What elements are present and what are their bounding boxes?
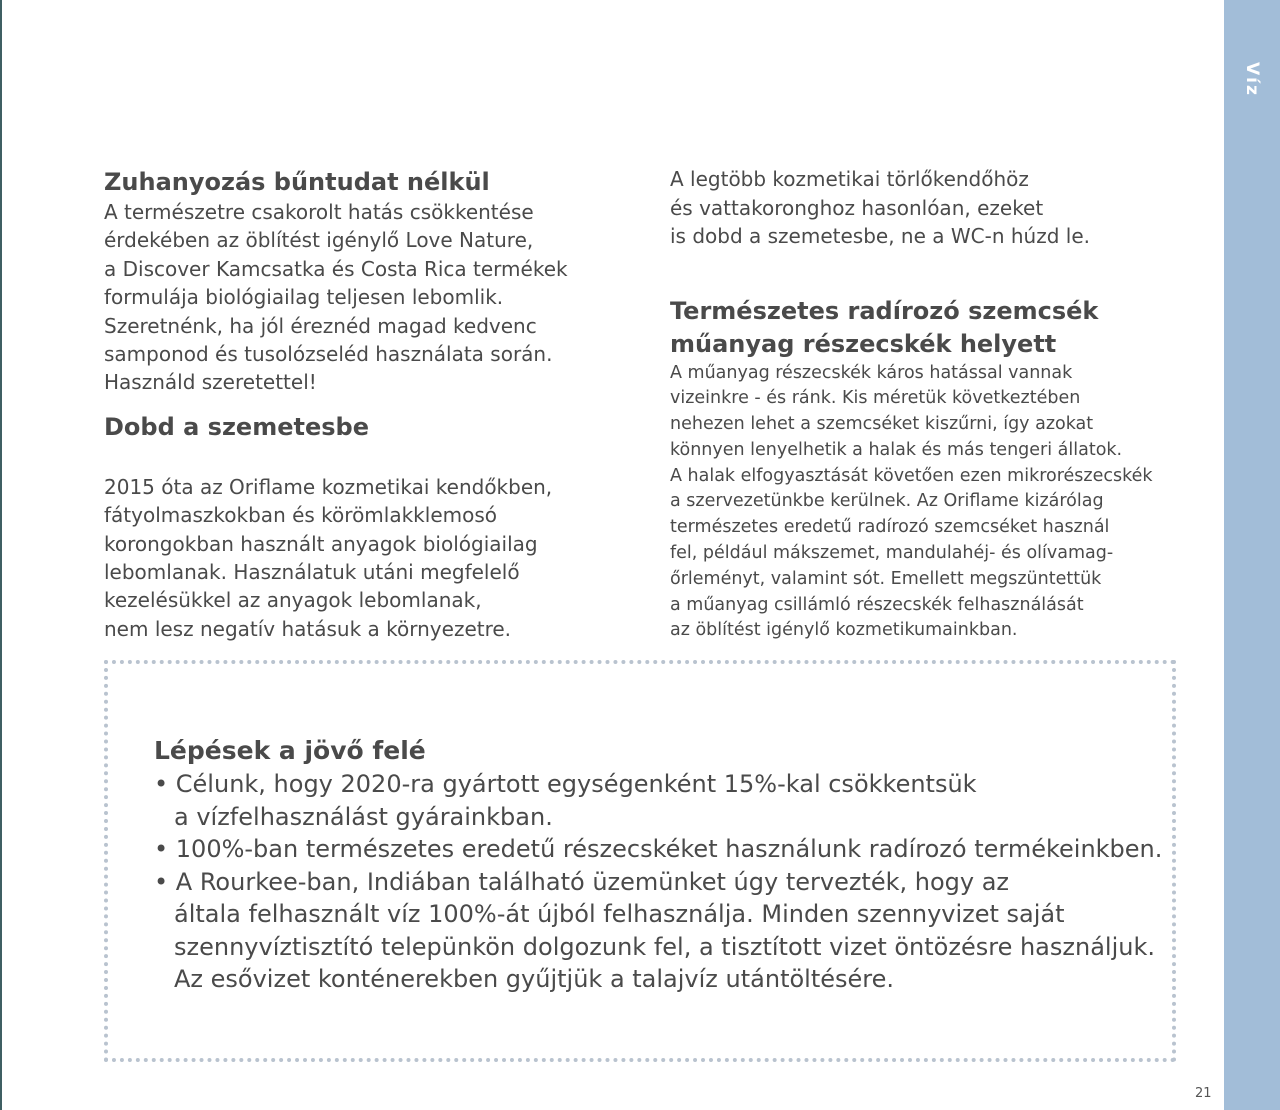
right-column — [670, 165, 1190, 644]
section-title: Természetes radírozó szemcsék műanyag részecskék helyett — [670, 296, 1099, 358]
side-tab-label: Víz — [1242, 62, 1262, 97]
page-edge-line — [0, 0, 2, 1110]
side-tab — [1224, 0, 1280, 1110]
intro-text: A legtöbb kozmetikai törlőkendőhöz és vattakoronghoz hasonlóan, ezeket is dobd a szemetesbe, ne a WC-n húzd le. — [670, 167, 1090, 248]
section-body: A természetre csakorolt hatás csökkentése érdekében az öblítést igénylő Love Nature, a Discover Kamcsatka és Costa Rica termékek formulája biológiailag teljesen lebomlik. Szeretnénk, ha jól éreznéd magad kedvenc samponod és tusolózseléd használata során. Használd szeretettel! — [104, 200, 568, 395]
section-body: 2015 óta az Oriflame kozmetikai kendőkben, fátyolmaszkokban és körömlakklemosó korongokban használt anyagok biológiailag lebomlanak. Használatuk utáni megfelelő kezelésükkel az anyagok lebomlanak, nem lesz negatív hatásuk a környezetre. — [104, 474, 553, 641]
highlight-box — [104, 660, 1176, 1062]
page-number: 21 — [1195, 1086, 1212, 1101]
box-title: Lépések a jövő felé — [154, 736, 426, 765]
list-item: • A Rourkee-ban, Indiában található üzemünket úgy tervezték, hogy az általa felhasznált víz 100%-át újból felhasználja. Minden szennyvizet saját szennyvíztisztító telepünkön dolgozunk fel, a tisztított vizet öntözésre használjuk. Az esővizet konténerekben gyűjtjük a talajvíz utántöltésére. — [154, 867, 1155, 993]
section-title: Zuhanyozás bűntudat nélkül — [104, 168, 490, 196]
list-item: • Célunk, hogy 2020-ra gyártott egységenként 15%-kal csökkentsük a vízfelhasználást gyárainkban. — [154, 770, 977, 831]
list-item: • 100%-ban természetes eredetű részecskéket használunk radírozó termékeinkben. — [154, 835, 1163, 863]
section-title: Dobd a szemetesbe — [104, 412, 369, 441]
left-column — [104, 166, 604, 643]
box-list — [154, 768, 1162, 996]
section-body: A műanyag részecskék káros hatással vannak vizeinkre - és ránk. Kis méretük következtében nehezen lehet a szemcséket kiszűrni, így azokat könnyen lenyelhetik a halak és más tengeri állatok. A halak elfogyasztását követően ezen mikrorészecskék a szervezetünkbe kerülnek. Az Oriflame kizárólag természetes eredetű radírozó szemcséket használ fel, például mákszemet, mandulahéj- és olívamag- őrleményt, valamint sót. Emellett megszüntettük a műanyag csillámló részecskék felhasználását az öblítést igénylő kozmetikumainkban. — [670, 362, 1153, 641]
